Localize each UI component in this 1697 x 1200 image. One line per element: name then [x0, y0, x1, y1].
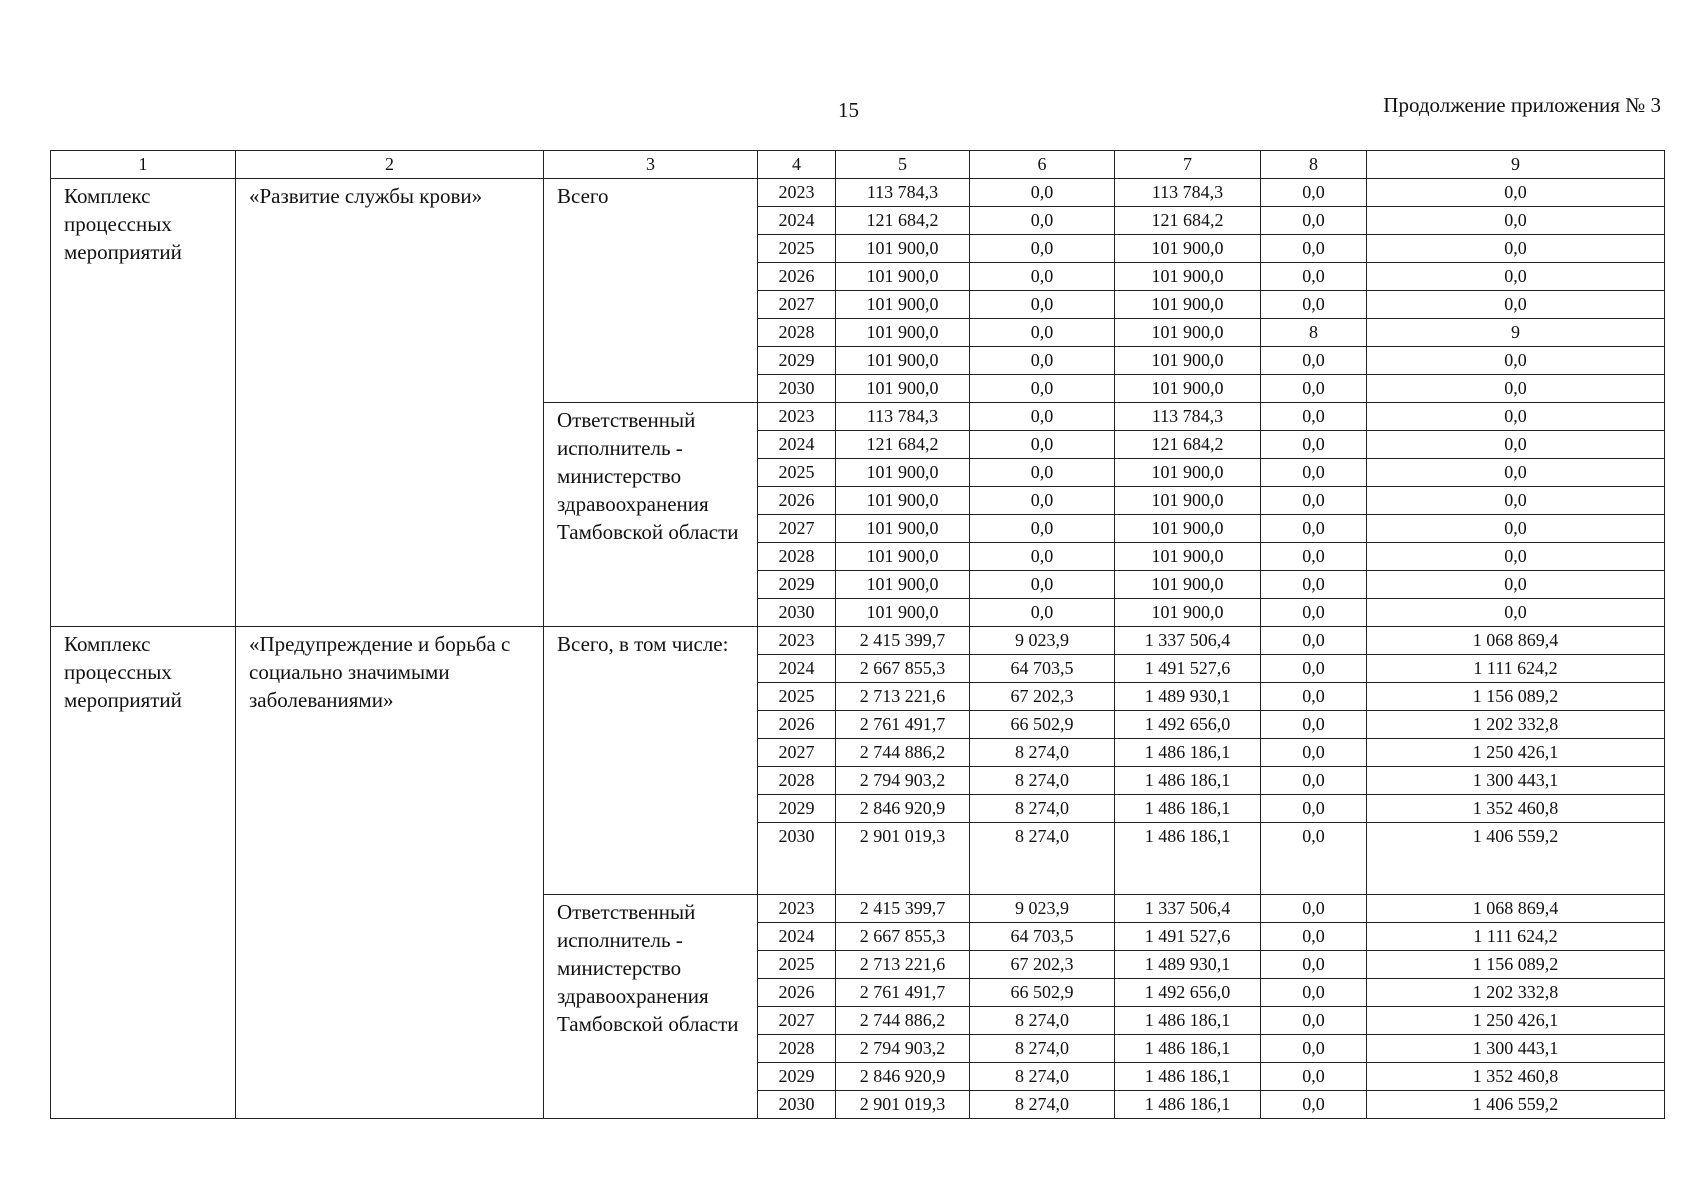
- regional-cell: 101 900,0: [1115, 487, 1261, 515]
- measure-name-cell: «Предупреждение и борьба с социально значимыми заболеваниями»: [236, 627, 544, 1119]
- municipal-cell: 0,0: [1261, 655, 1367, 683]
- total-cell: 2 667 855,3: [836, 655, 970, 683]
- year-cell: 2023: [758, 179, 836, 207]
- extrabudget-cell: 0,0: [1367, 543, 1665, 571]
- regional-cell: 1 491 527,6: [1115, 923, 1261, 951]
- year-cell: 2026: [758, 263, 836, 291]
- municipal-cell: 0,0: [1261, 1035, 1367, 1063]
- funding-group-label: Ответственный исполнитель - министерство здравоохранения Тамбовской области: [544, 895, 758, 1119]
- total-cell: 2 415 399,7: [836, 895, 970, 923]
- total-cell: 2 901 019,3: [836, 1091, 970, 1119]
- total-cell: 2 761 491,7: [836, 711, 970, 739]
- total-cell: 2 667 855,3: [836, 923, 970, 951]
- column-header: 3: [544, 151, 758, 179]
- regional-cell: 121 684,2: [1115, 207, 1261, 235]
- column-header: 6: [970, 151, 1115, 179]
- federal-cell: 0,0: [970, 291, 1115, 319]
- year-cell: 2024: [758, 923, 836, 951]
- extrabudget-cell: 1 300 443,1: [1367, 767, 1665, 795]
- extrabudget-cell: 1 250 426,1: [1367, 1007, 1665, 1035]
- total-cell: 101 900,0: [836, 487, 970, 515]
- year-cell: 2030: [758, 823, 836, 895]
- federal-cell: 66 502,9: [970, 711, 1115, 739]
- regional-cell: 101 900,0: [1115, 347, 1261, 375]
- column-header: 2: [236, 151, 544, 179]
- extrabudget-cell: 0,0: [1367, 179, 1665, 207]
- year-cell: 2030: [758, 1091, 836, 1119]
- federal-cell: 0,0: [970, 403, 1115, 431]
- page-number: 15: [838, 98, 859, 122]
- extrabudget-cell: 0,0: [1367, 599, 1665, 627]
- year-cell: 2028: [758, 319, 836, 347]
- regional-cell: 101 900,0: [1115, 543, 1261, 571]
- federal-cell: 0,0: [970, 599, 1115, 627]
- regional-cell: 1 486 186,1: [1115, 1007, 1261, 1035]
- extrabudget-cell: 1 352 460,8: [1367, 1063, 1665, 1091]
- federal-cell: 9 023,9: [970, 627, 1115, 655]
- year-cell: 2025: [758, 235, 836, 263]
- column-header: 7: [1115, 151, 1261, 179]
- extrabudget-cell: 0,0: [1367, 403, 1665, 431]
- federal-cell: 8 274,0: [970, 1035, 1115, 1063]
- year-cell: 2026: [758, 979, 836, 1007]
- regional-cell: 1 486 186,1: [1115, 795, 1261, 823]
- federal-cell: 0,0: [970, 487, 1115, 515]
- municipal-cell: 0,0: [1261, 823, 1367, 895]
- extrabudget-cell: 1 406 559,2: [1367, 1091, 1665, 1119]
- regional-cell: 121 684,2: [1115, 431, 1261, 459]
- total-cell: 113 784,3: [836, 179, 970, 207]
- year-cell: 2023: [758, 895, 836, 923]
- regional-cell: 1 486 186,1: [1115, 1091, 1261, 1119]
- municipal-cell: 0,0: [1261, 571, 1367, 599]
- municipal-cell: 0,0: [1261, 1007, 1367, 1035]
- total-cell: 2 415 399,7: [836, 627, 970, 655]
- column-header: 5: [836, 151, 970, 179]
- municipal-cell: 0,0: [1261, 235, 1367, 263]
- federal-cell: 66 502,9: [970, 979, 1115, 1007]
- federal-cell: 8 274,0: [970, 767, 1115, 795]
- year-cell: 2026: [758, 487, 836, 515]
- municipal-cell: 0,0: [1261, 1091, 1367, 1119]
- total-cell: 101 900,0: [836, 291, 970, 319]
- regional-cell: 101 900,0: [1115, 375, 1261, 403]
- federal-cell: 0,0: [970, 515, 1115, 543]
- column-header: 9: [1367, 151, 1665, 179]
- regional-cell: 101 900,0: [1115, 263, 1261, 291]
- regional-cell: 1 489 930,1: [1115, 683, 1261, 711]
- total-cell: 2 846 920,9: [836, 795, 970, 823]
- total-cell: 101 900,0: [836, 599, 970, 627]
- federal-cell: 0,0: [970, 263, 1115, 291]
- year-cell: 2025: [758, 683, 836, 711]
- municipal-cell: 0,0: [1261, 291, 1367, 319]
- year-cell: 2026: [758, 711, 836, 739]
- municipal-cell: 0,0: [1261, 979, 1367, 1007]
- column-number-row: [51, 151, 1665, 179]
- year-cell: 2023: [758, 403, 836, 431]
- municipal-cell: 0,0: [1261, 347, 1367, 375]
- municipal-cell: 0,0: [1261, 895, 1367, 923]
- regional-cell: 1 491 527,6: [1115, 655, 1261, 683]
- year-cell: 2025: [758, 459, 836, 487]
- regional-cell: 101 900,0: [1115, 599, 1261, 627]
- regional-cell: 1 486 186,1: [1115, 739, 1261, 767]
- federal-cell: 0,0: [970, 179, 1115, 207]
- municipal-cell: 0,0: [1261, 767, 1367, 795]
- table-row: [51, 627, 1665, 655]
- municipal-cell: 0,0: [1261, 739, 1367, 767]
- measure-name-cell: «Развитие службы крови»: [236, 179, 544, 627]
- municipal-cell: 0,0: [1261, 515, 1367, 543]
- year-cell: 2029: [758, 1063, 836, 1091]
- year-cell: 2030: [758, 599, 836, 627]
- total-cell: 101 900,0: [836, 263, 970, 291]
- municipal-cell: 0,0: [1261, 599, 1367, 627]
- extrabudget-cell: 0,0: [1367, 347, 1665, 375]
- budget-table: [50, 150, 1665, 1119]
- federal-cell: 8 274,0: [970, 1007, 1115, 1035]
- regional-cell: 1 492 656,0: [1115, 711, 1261, 739]
- column-header: 1: [51, 151, 236, 179]
- extrabudget-cell: 1 300 443,1: [1367, 1035, 1665, 1063]
- regional-cell: 101 900,0: [1115, 459, 1261, 487]
- federal-cell: 64 703,5: [970, 655, 1115, 683]
- municipal-cell: 0,0: [1261, 487, 1367, 515]
- municipal-cell: 0,0: [1261, 951, 1367, 979]
- extrabudget-cell: 0,0: [1367, 515, 1665, 543]
- funding-group-label: Всего, в том числе:: [544, 627, 758, 895]
- year-cell: 2028: [758, 543, 836, 571]
- year-cell: 2025: [758, 951, 836, 979]
- municipal-cell: 0,0: [1261, 375, 1367, 403]
- total-cell: 2 744 886,2: [836, 739, 970, 767]
- federal-cell: 0,0: [970, 431, 1115, 459]
- regional-cell: 1 489 930,1: [1115, 951, 1261, 979]
- total-cell: 101 900,0: [836, 571, 970, 599]
- running-head: Продолжение приложения № 3: [1383, 93, 1661, 117]
- federal-cell: 0,0: [970, 207, 1115, 235]
- extrabudget-cell: 1 250 426,1: [1367, 739, 1665, 767]
- municipal-cell: 0,0: [1261, 459, 1367, 487]
- extrabudget-cell: 1 068 869,4: [1367, 627, 1665, 655]
- total-cell: 101 900,0: [836, 235, 970, 263]
- regional-cell: 1 337 506,4: [1115, 895, 1261, 923]
- total-cell: 101 900,0: [836, 319, 970, 347]
- extrabudget-cell: 0,0: [1367, 263, 1665, 291]
- regional-cell: 1 486 186,1: [1115, 767, 1261, 795]
- regional-cell: 113 784,3: [1115, 179, 1261, 207]
- regional-cell: 101 900,0: [1115, 235, 1261, 263]
- federal-cell: 8 274,0: [970, 795, 1115, 823]
- municipal-cell: 0,0: [1261, 543, 1367, 571]
- measure-type-cell: Комплекс процессных мероприятий: [51, 179, 236, 627]
- federal-cell: 8 274,0: [970, 739, 1115, 767]
- regional-cell: 113 784,3: [1115, 403, 1261, 431]
- total-cell: 2 761 491,7: [836, 979, 970, 1007]
- extrabudget-cell: 1 202 332,8: [1367, 979, 1665, 1007]
- federal-cell: 0,0: [970, 235, 1115, 263]
- federal-cell: 67 202,3: [970, 951, 1115, 979]
- extrabudget-cell: 9: [1367, 319, 1665, 347]
- extrabudget-cell: 0,0: [1367, 571, 1665, 599]
- extrabudget-cell: 1 111 624,2: [1367, 655, 1665, 683]
- column-header: 4: [758, 151, 836, 179]
- extrabudget-cell: 1 352 460,8: [1367, 795, 1665, 823]
- total-cell: 113 784,3: [836, 403, 970, 431]
- table-body: [51, 179, 1665, 1119]
- extrabudget-cell: 0,0: [1367, 291, 1665, 319]
- regional-cell: 101 900,0: [1115, 515, 1261, 543]
- regional-cell: 101 900,0: [1115, 319, 1261, 347]
- extrabudget-cell: 1 202 332,8: [1367, 711, 1665, 739]
- year-cell: 2028: [758, 1035, 836, 1063]
- federal-cell: 0,0: [970, 319, 1115, 347]
- year-cell: 2023: [758, 627, 836, 655]
- total-cell: 121 684,2: [836, 431, 970, 459]
- year-cell: 2029: [758, 347, 836, 375]
- total-cell: 101 900,0: [836, 515, 970, 543]
- funding-group-label: Всего: [544, 179, 758, 403]
- total-cell: 101 900,0: [836, 543, 970, 571]
- year-cell: 2024: [758, 431, 836, 459]
- extrabudget-cell: 1 068 869,4: [1367, 895, 1665, 923]
- federal-cell: 0,0: [970, 543, 1115, 571]
- municipal-cell: 0,0: [1261, 1063, 1367, 1091]
- total-cell: 2 846 920,9: [836, 1063, 970, 1091]
- regional-cell: 1 486 186,1: [1115, 823, 1261, 895]
- total-cell: 2 713 221,6: [836, 951, 970, 979]
- extrabudget-cell: 0,0: [1367, 375, 1665, 403]
- total-cell: 2 901 019,3: [836, 823, 970, 895]
- municipal-cell: 0,0: [1261, 207, 1367, 235]
- municipal-cell: 8: [1261, 319, 1367, 347]
- municipal-cell: 0,0: [1261, 683, 1367, 711]
- total-cell: 101 900,0: [836, 375, 970, 403]
- municipal-cell: 0,0: [1261, 403, 1367, 431]
- regional-cell: 1 492 656,0: [1115, 979, 1261, 1007]
- regional-cell: 1 486 186,1: [1115, 1063, 1261, 1091]
- measure-type-cell: Комплекс процессных мероприятий: [51, 627, 236, 1119]
- year-cell: 2024: [758, 207, 836, 235]
- extrabudget-cell: 1 156 089,2: [1367, 683, 1665, 711]
- federal-cell: 0,0: [970, 571, 1115, 599]
- municipal-cell: 0,0: [1261, 711, 1367, 739]
- column-header: 8: [1261, 151, 1367, 179]
- year-cell: 2029: [758, 571, 836, 599]
- regional-cell: 101 900,0: [1115, 291, 1261, 319]
- year-cell: 2027: [758, 1007, 836, 1035]
- federal-cell: 0,0: [970, 375, 1115, 403]
- table-row: [51, 179, 1665, 207]
- extrabudget-cell: 0,0: [1367, 431, 1665, 459]
- year-cell: 2024: [758, 655, 836, 683]
- federal-cell: 64 703,5: [970, 923, 1115, 951]
- regional-cell: 1 486 186,1: [1115, 1035, 1261, 1063]
- year-cell: 2030: [758, 375, 836, 403]
- federal-cell: 0,0: [970, 459, 1115, 487]
- extrabudget-cell: 1 406 559,2: [1367, 823, 1665, 895]
- total-cell: 2 713 221,6: [836, 683, 970, 711]
- regional-cell: 1 337 506,4: [1115, 627, 1261, 655]
- federal-cell: 67 202,3: [970, 683, 1115, 711]
- funding-group-label: Ответственный исполнитель - министерство здравоохранения Тамбовской области: [544, 403, 758, 627]
- year-cell: 2027: [758, 739, 836, 767]
- total-cell: 121 684,2: [836, 207, 970, 235]
- extrabudget-cell: 1 156 089,2: [1367, 951, 1665, 979]
- federal-cell: 9 023,9: [970, 895, 1115, 923]
- year-cell: 2028: [758, 767, 836, 795]
- federal-cell: 8 274,0: [970, 823, 1115, 895]
- municipal-cell: 0,0: [1261, 263, 1367, 291]
- federal-cell: 8 274,0: [970, 1063, 1115, 1091]
- municipal-cell: 0,0: [1261, 179, 1367, 207]
- year-cell: 2027: [758, 515, 836, 543]
- federal-cell: 0,0: [970, 347, 1115, 375]
- extrabudget-cell: 0,0: [1367, 487, 1665, 515]
- extrabudget-cell: 0,0: [1367, 207, 1665, 235]
- municipal-cell: 0,0: [1261, 627, 1367, 655]
- federal-cell: 8 274,0: [970, 1091, 1115, 1119]
- total-cell: 101 900,0: [836, 459, 970, 487]
- year-cell: 2027: [758, 291, 836, 319]
- extrabudget-cell: 0,0: [1367, 235, 1665, 263]
- extrabudget-cell: 0,0: [1367, 459, 1665, 487]
- municipal-cell: 0,0: [1261, 923, 1367, 951]
- municipal-cell: 0,0: [1261, 431, 1367, 459]
- extrabudget-cell: 1 111 624,2: [1367, 923, 1665, 951]
- regional-cell: 101 900,0: [1115, 571, 1261, 599]
- total-cell: 2 794 903,2: [836, 1035, 970, 1063]
- municipal-cell: 0,0: [1261, 795, 1367, 823]
- total-cell: 101 900,0: [836, 347, 970, 375]
- year-cell: 2029: [758, 795, 836, 823]
- total-cell: 2 744 886,2: [836, 1007, 970, 1035]
- total-cell: 2 794 903,2: [836, 767, 970, 795]
